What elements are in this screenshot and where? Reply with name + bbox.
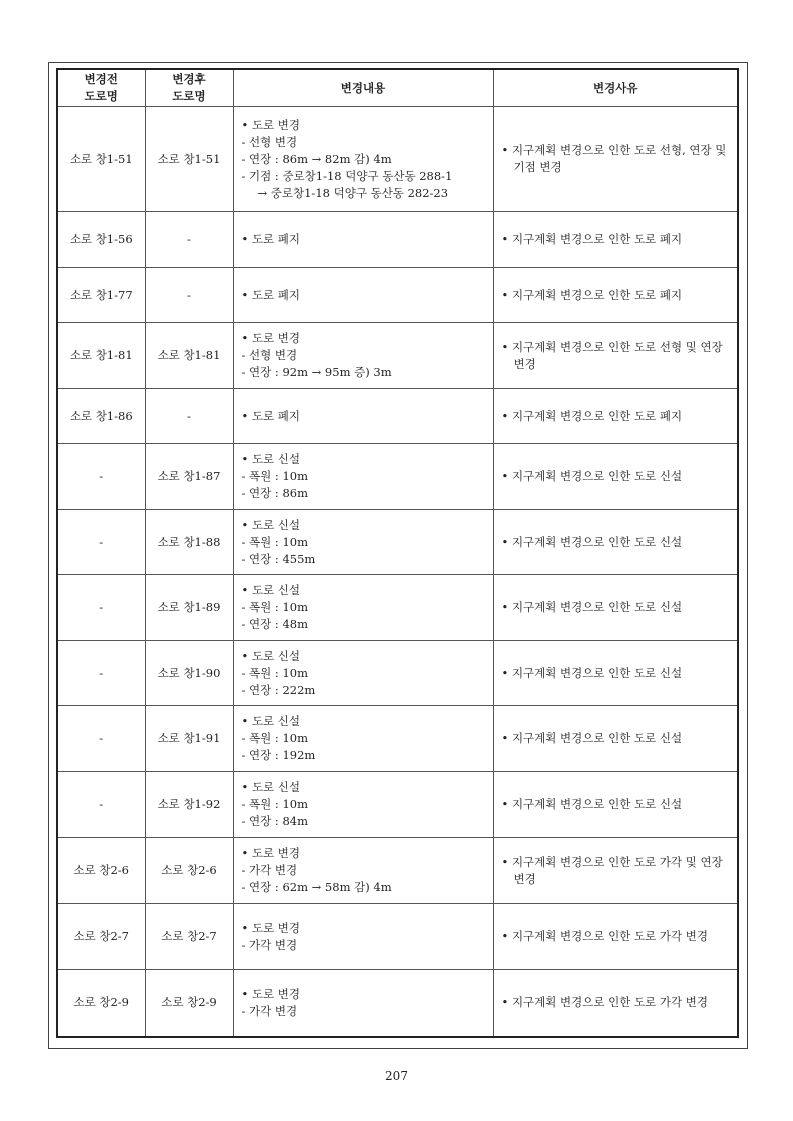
before-road-name: 소로 창1-86	[57, 389, 145, 444]
table-header-row	[57, 69, 738, 107]
after-road-name: -	[145, 389, 233, 444]
content-line: - 연장 : 92m → 95m 증) 3m	[241, 365, 392, 379]
after-road-name: 소로 창1-91	[145, 706, 233, 772]
table-row	[57, 904, 738, 970]
before-road-name: 소로 창1-56	[57, 212, 145, 268]
after-road-name: 소로 창2-9	[145, 970, 233, 1037]
content-line: - 가각 변경	[241, 863, 298, 877]
content-line: • 도로 변경	[241, 331, 301, 345]
before-road-name: -	[57, 510, 145, 575]
content-line: - 연장 : 86m	[241, 486, 308, 500]
content-line: - 연장 : 222m	[241, 682, 316, 697]
table-row	[57, 641, 738, 706]
table-row	[57, 772, 738, 838]
content-line: • 도로 신설	[241, 648, 301, 663]
reason-text: • 지구계획 변경으로 인한 도로 폐지	[501, 287, 683, 302]
content-line: • 도로 신설	[241, 517, 301, 532]
content-line: • 도로 신설	[241, 452, 301, 466]
change-reason	[493, 641, 738, 706]
table-row	[57, 444, 738, 510]
change-content	[233, 838, 493, 904]
table-row	[57, 268, 738, 323]
after-road-name: 소로 창1-89	[145, 575, 233, 641]
before-road-name: 소로 창2-9	[57, 970, 145, 1037]
content-line: • 도로 변경	[241, 986, 301, 1001]
reason-text: • 지구계획 변경으로 인한 도로 신설	[501, 534, 683, 549]
reason-text: • 지구계획 변경으로 인한 도로 폐지	[501, 408, 683, 423]
reason-text: • 지구계획 변경으로 인한 도로 가각 변경	[501, 995, 708, 1010]
header-change-reason: 변경사유	[493, 69, 738, 107]
content-line: • 도로 폐지	[241, 287, 301, 302]
reason-text: • 지구계획 변경으로 인한 도로 선형, 연장 및 기점 변경	[501, 143, 727, 174]
change-content	[233, 268, 493, 323]
change-reason	[493, 575, 738, 641]
after-road-name: 소로 창1-51	[145, 107, 233, 212]
content-line: - 선형 변경	[241, 348, 298, 362]
after-road-name: -	[145, 268, 233, 323]
content-line: • 도로 폐지	[241, 232, 301, 246]
change-content	[233, 641, 493, 706]
content-line: - 연장 : 84m	[241, 814, 308, 828]
header-text: 변경후	[172, 72, 206, 86]
change-content	[233, 323, 493, 389]
before-road-name: 소로 창1-51	[57, 107, 145, 212]
table-row	[57, 970, 738, 1037]
content-line: - 연장 : 192m	[241, 748, 316, 762]
change-reason	[493, 838, 738, 904]
before-road-name: -	[57, 575, 145, 641]
content-line: - 폭원 : 10m	[241, 469, 308, 483]
content-line: • 도로 신설	[241, 714, 301, 728]
reason-text: • 지구계획 변경으로 인한 도로 가각 및 연장 변경	[501, 854, 723, 886]
content-line: • 도로 신설	[241, 780, 301, 794]
change-content	[233, 107, 493, 212]
header-change-content: 변경내용	[233, 69, 493, 107]
change-reason	[493, 510, 738, 575]
content-line: - 선형 변경	[241, 134, 298, 149]
reason-text: • 지구계획 변경으로 인한 도로 가각 변경	[501, 929, 708, 943]
change-content	[233, 772, 493, 838]
before-road-name: 소로 창1-77	[57, 268, 145, 323]
table-row	[57, 510, 738, 575]
change-content	[233, 575, 493, 641]
change-content	[233, 904, 493, 970]
after-road-name: 소로 창2-6	[145, 838, 233, 904]
header-text: 변경전	[84, 72, 118, 86]
table-row	[57, 706, 738, 772]
change-content	[233, 444, 493, 510]
after-road-name: 소로 창2-7	[145, 904, 233, 970]
table-row	[57, 323, 738, 389]
after-road-name: -	[145, 212, 233, 268]
content-line: - 폭원 : 10m	[241, 600, 308, 614]
reason-text: • 지구계획 변경으로 인한 도로 신설	[501, 731, 683, 745]
before-road-name: 소로 창1-81	[57, 323, 145, 389]
change-reason	[493, 389, 738, 444]
before-road-name: -	[57, 444, 145, 510]
page-number: 207	[385, 1069, 408, 1083]
before-road-name: -	[57, 641, 145, 706]
content-line: • 도로 신설	[241, 583, 301, 597]
reason-text: • 지구계획 변경으로 인한 도로 폐지	[501, 232, 683, 246]
change-reason	[493, 212, 738, 268]
after-road-name: 소로 창1-81	[145, 323, 233, 389]
change-reason	[493, 323, 738, 389]
content-line: • 도로 변경	[241, 920, 301, 935]
before-road-name: 소로 창2-7	[57, 904, 145, 970]
after-road-name: 소로 창1-90	[145, 641, 233, 706]
before-road-name: -	[57, 772, 145, 838]
change-reason	[493, 107, 738, 212]
content-line: - 연장 : 455m	[241, 551, 316, 566]
content-line: → 중로창1-18 덕양구 동산동 282-23	[257, 185, 449, 200]
reason-text: • 지구계획 변경으로 인한 도로 신설	[501, 469, 683, 483]
after-road-name: 소로 창1-87	[145, 444, 233, 510]
content-line: - 연장 : 62m → 58m 감) 4m	[241, 880, 392, 894]
content-line: - 가각 변경	[241, 1003, 298, 1018]
content-line: • 도로 변경	[241, 117, 301, 132]
content-line: - 폭원 : 10m	[241, 797, 308, 811]
change-reason	[493, 772, 738, 838]
content-line: - 연장 : 48m	[241, 617, 308, 631]
content-line: • 도로 폐지	[241, 408, 301, 423]
after-road-name: 소로 창1-92	[145, 772, 233, 838]
before-road-name: -	[57, 706, 145, 772]
change-reason	[493, 444, 738, 510]
header-after-road-name	[145, 69, 233, 107]
content-line: - 가각 변경	[241, 937, 298, 952]
change-content	[233, 212, 493, 268]
after-road-name: 소로 창1-88	[145, 510, 233, 575]
change-content	[233, 970, 493, 1037]
reason-text: • 지구계획 변경으로 인한 도로 선형 및 연장 변경	[501, 339, 723, 371]
change-content	[233, 510, 493, 575]
reason-text: • 지구계획 변경으로 인한 도로 신설	[501, 600, 683, 614]
header-before-road-name	[57, 69, 145, 107]
table-row	[57, 575, 738, 641]
road-change-table	[56, 68, 739, 1038]
content-line: - 폭원 : 10m	[241, 731, 308, 745]
reason-text: • 지구계획 변경으로 인한 도로 신설	[501, 665, 683, 680]
content-line: - 폭원 : 10m	[241, 665, 308, 680]
header-text: 도로명	[84, 89, 118, 103]
content-line: - 연장 : 86m → 82m 감) 4m	[241, 151, 392, 166]
change-content	[233, 389, 493, 444]
table-row	[57, 212, 738, 268]
content-line: - 기점 : 중로창1-18 덕양구 동산동 288-1	[241, 168, 453, 183]
before-road-name: 소로 창2-6	[57, 838, 145, 904]
change-reason	[493, 970, 738, 1037]
content-line: - 폭원 : 10m	[241, 534, 308, 549]
content-line: • 도로 변경	[241, 846, 301, 860]
table-row	[57, 389, 738, 444]
change-content	[233, 706, 493, 772]
header-text: 도로명	[172, 89, 206, 103]
table-row	[57, 838, 738, 904]
reason-text: • 지구계획 변경으로 인한 도로 신설	[501, 797, 683, 811]
table-row	[57, 107, 738, 212]
change-reason	[493, 904, 738, 970]
change-reason	[493, 268, 738, 323]
change-reason	[493, 706, 738, 772]
